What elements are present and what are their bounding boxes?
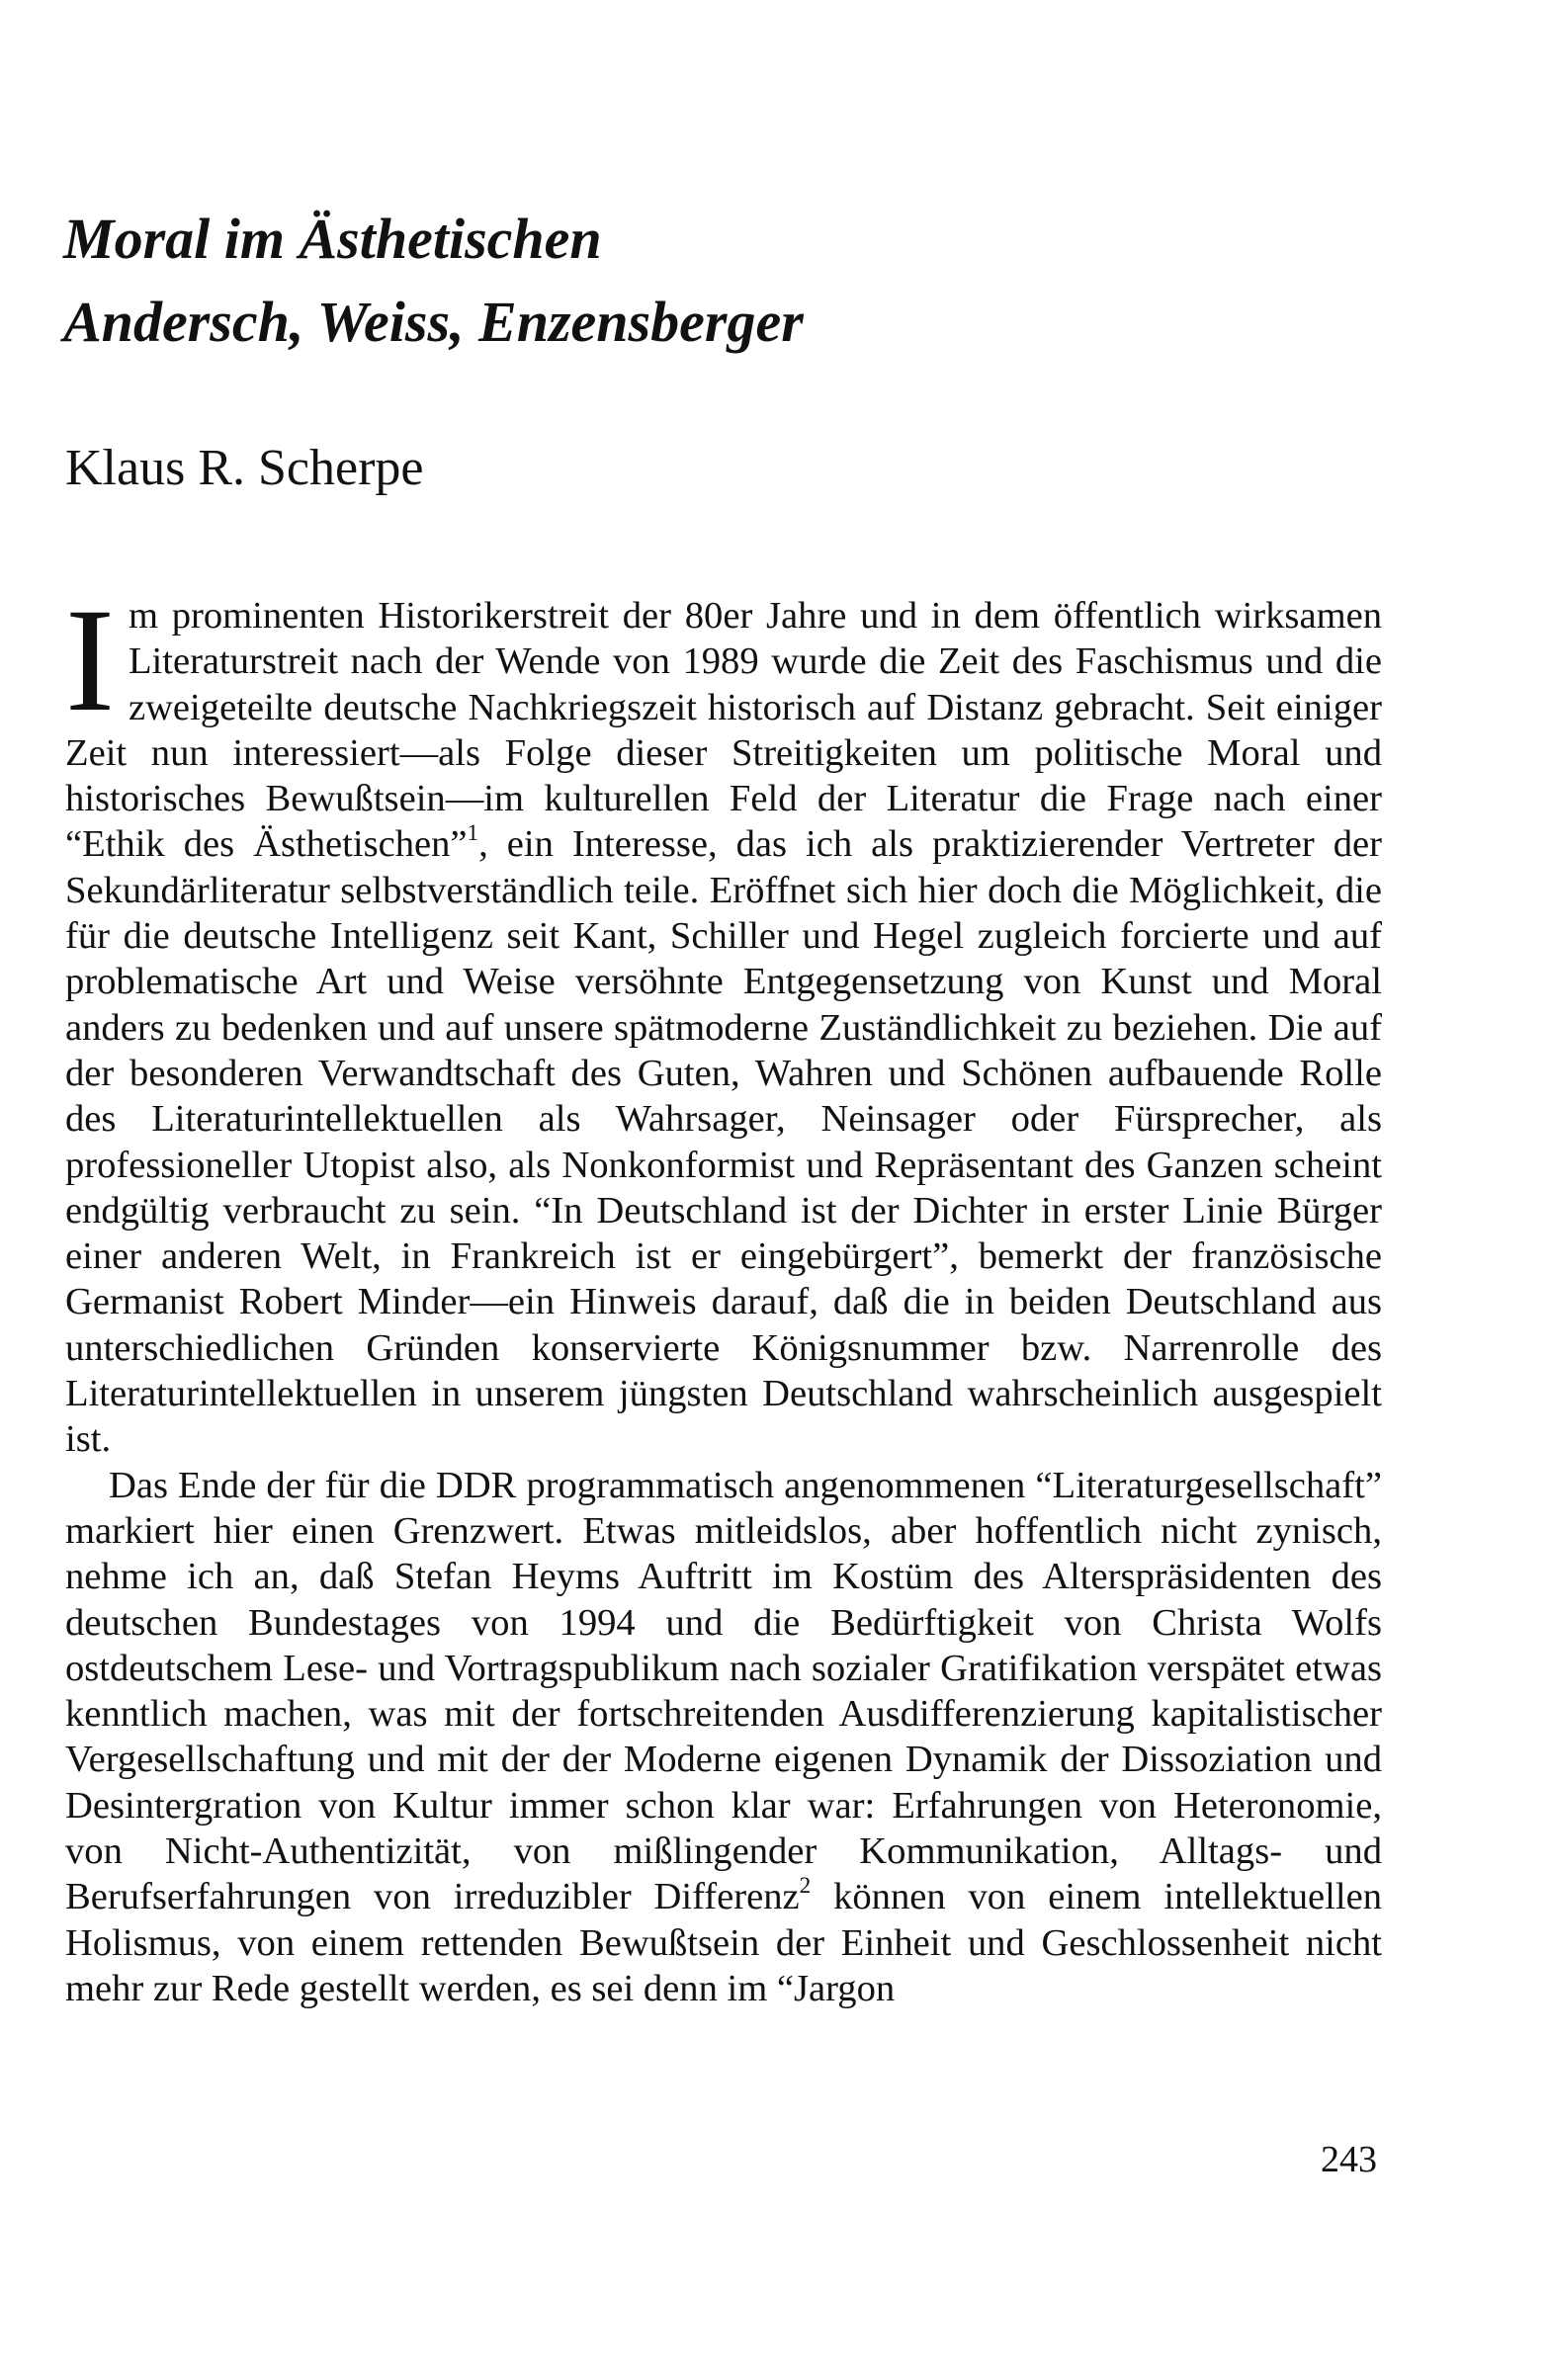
article-title [63,198,804,364]
paragraph-1 [65,578,1382,1463]
footnote-marker-1: 1 [467,820,479,847]
paragraph-2-text-b: können von einem intellektuellen Holismus, von einem rettenden Bewußtsein der Einheit und Geschlossenheit nicht mehr zur Rede gestellt werden, es sei denn im “Jargon [65,1876,1382,2009]
title-line-2: Andersch, Weiss, Enzensberger [63,290,804,354]
title-line-1: Moral im Ästhetischen [63,207,602,271]
footnote-marker-2: 2 [799,1873,812,1900]
paragraph-1-text-b: , ein Interesse, das ich als praktizierender Vertreter der Sekundärliteratur selbstverständlich teile. Eröffnet sich hier doch die Möglichkeit, die für die deutsche Intelligenz seit Kant, Schiller und Hegel zugleich forcierte und auf problematische Art und Weise versöhnte Entgegensetzung von Kunst und Moral anders zu bedenken und auf unsere spätmoderne Zuständlichkeit zu beziehen. Die auf der besonderen Verwandtschaft des Guten, Wahren und Schönen aufbauende Rolle des Literaturintellektuellen als Wahrsager, Neinsager oder Fürsprecher, als professioneller Utopist also, als Nonkonformist und Repräsentant des Ganzen scheint endgültig verbraucht zu sein. “In Deutschland ist der Dichter in erster Linie Bürger einer anderen Welt, in Frankreich ist er eingebürgert”, bemerkt der französische Germanist Robert Minder—ein Hinweis darauf, daß die in beiden Deutschland aus unterschiedlichen Gründen konservierte Königsnummer bzw. Narrenrolle des Literaturintellektuellen in unserem jüngsten Deutschland wahrscheinlich ausgespielt ist. [65,823,1382,1461]
author-name: Klaus R. Scherpe [65,440,424,496]
paragraph-2 [65,1463,1382,2012]
paragraph-1-text-a: m prominenten Historikerstreit der 80er Jahre und in dem öffentlich wirksamen Literaturstreit nach der Wende von 1989 wurde die Zeit des Faschismus und die zweigeteilte deutsche Nachkriegszeit historisch auf Distanz gebracht. Seit einiger Zeit nun interessiert—als Folge dieser Streitigkeiten um politische Moral und historisches Bewußtsein—im kulturellen Feld der Literatur die Frage nach einer “Ethik des Ästhetischen” [65,595,1382,866]
body-text [65,578,1382,2011]
paragraph-2-text-a: Das Ende der für die DDR programmatisch angenommenen “Literaturgesellschaft” markiert hier einen Grenzwert. Etwas mitleidslos, aber hoffentlich nicht zynisch, nehme ich an, daß Stefan Heyms Auftritt im Kostüm des Alterspräsidenten des deutschen Bundestages von 1994 und die Bedürftigkeit von Christa Wolfs ostdeutschem Lese- und Vortragspublikum nach sozialer Gratifikation verspätet etwas kenntlich machen, was mit der fortschreitenden Ausdifferenzierung kapitalistischer Vergesellschaftung und mit der der Moderne eigenen Dynamik der Dissoziation und Desintergration von Kultur immer schon klar war: Erfahrungen von Heteronomie, von Nicht-Authentizität, von mißlingender Kommunikation, Alltags- und Berufserfahrungen von irreduzibler Differenz [65,1464,1382,1918]
page-number: 243 [1321,2139,1377,2180]
drop-cap: I [65,578,115,742]
